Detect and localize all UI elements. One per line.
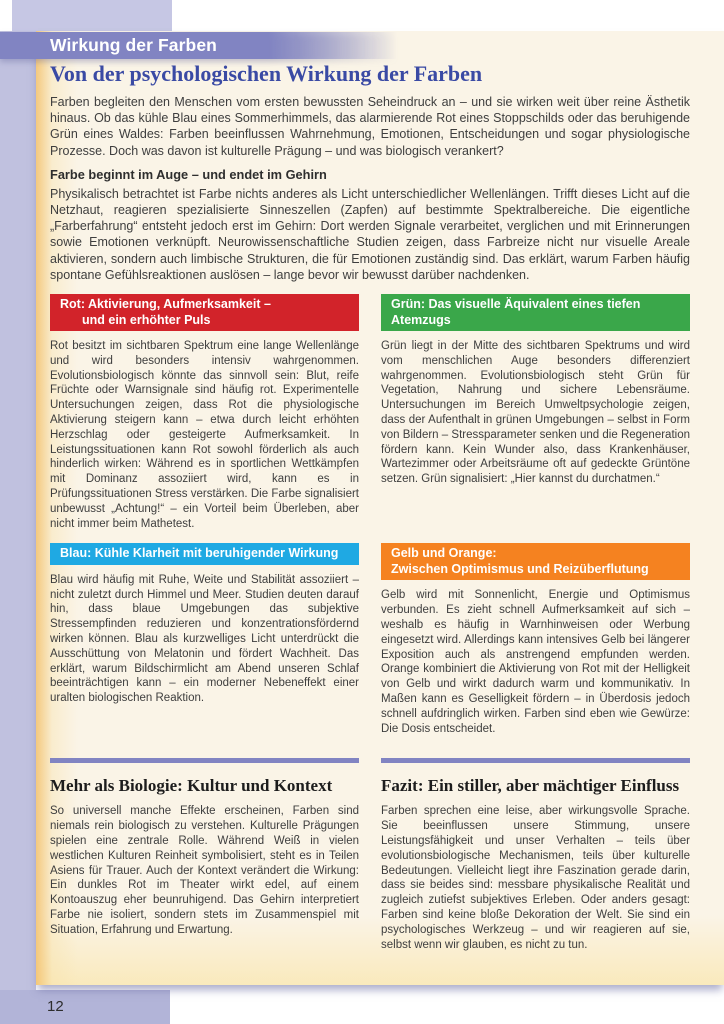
- blue-box-title: Blau: Kühle Klarheit mit beruhigender Wirkung: [60, 546, 339, 561]
- article-title: Von der psychologischen Wirkung der Farben: [50, 61, 483, 86]
- right-column-divider: [381, 758, 690, 763]
- blue-box-header: [50, 543, 359, 565]
- page-header-title: Wirkung der Farben: [50, 35, 217, 55]
- page-number: 12: [47, 998, 64, 1015]
- intro-paragraph: Farben begleiten den Menschen vom ersten bewussten Seheindruck an – und sie wirken weit über reine Ästhetik hinaus. Ob das kühle Blau eines Sommerhimmels, das alarmierende Rot eines Stoppschilds oder das beruhigende Grün eines Waldes: Farben beeinflussen Wahrnehmung, Emotionen, Entscheidungen und sogar physiologische Prozesse. Doch was davon ist kulturelle Prägung – und was biologisch verankert?: [50, 95, 690, 158]
- orange-box-header: [381, 543, 690, 580]
- page-header-bar: [0, 32, 400, 59]
- top-left-purple-block: [12, 0, 172, 31]
- page-number-block: [0, 990, 170, 1024]
- fazit-section: [381, 748, 690, 952]
- red-box-text: Rot besitzt im sichtbaren Spektrum eine lange Wellenlänge und wird besonders intensiv wahrgenommen. Evolutionsbiologisch könnte das sinnvoll sein: Blut, reife Früchte oder Warnsignale sind häufig rot. Experimentelle Untersuchungen zeigen, dass Rot die physiologische Aktivierung steigern kann – etwa durch leicht erhöhten Herzschlag oder gesteigerte Aufmerksamkeit. In Leistungssituationen kann Rot sowohl förderlich als auch hinderlich wirken: Während es in sportlichen Wettkämpfen mit Dominanz assoziiert wird, kann es in Prüfungssituationen Stress verstärken. Die Farbe signalisiert unbewusst „Achtung!“ – ein Vorteil beim Überleben, aber nicht immer beim Mathetest.: [50, 340, 359, 530]
- orange-box-text: Gelb wird mit Sonnenlicht, Energie und Optimismus verbunden. Es zieht schnell Aufmerksamkeit auf sich – weshalb es häufig in Warnhinweisen oder Werbung eingesetzt wird. Allerdings kann intensives Gelb bei längerer Exposition auch als anstrengend empfunden werden. Orange kombiniert die Aktivierung von Rot mit der Helligkeit von Gelb und wirkt dadurch warm und kommunikativ. In Maßen kann es Geselligkeit fördern – in Überdosis jedoch schnell aufdringlich wirken. Farben sind eben wie Gewürze: Die Dosis entscheidet.: [381, 589, 690, 735]
- left-column-divider: [50, 758, 359, 763]
- color-columns: [50, 294, 690, 952]
- green-section: [381, 294, 690, 531]
- red-section: [50, 294, 359, 531]
- left-purple-strip: [0, 31, 36, 1024]
- fazit-paragraph: Farben sprechen eine leise, aber wirkungsvolle Sprache. Sie beeinflussen unsere Stimmung, unsere Leistungsfähigkeit und unser Verhalten – teils über evolutionsbiologische Mechanismen, teils über kulturelle Bedeutungen. Vielleicht liegt ihre Faszination gerade darin, dass sie beides sind: messbare physikalische Realität und zugleich zutiefst subjektives Erleben. Oder anders gesagt: Farben sind keine bloße Dekoration der Welt. Sie sind ein psychologisches Werkzeug – und wir reagieren auf sie, selbst wenn wir glauben, es nicht zu tun.: [381, 805, 690, 951]
- blue-box-text: Blau wird häufig mit Ruhe, Weite und Stabilität assoziiert – nicht zuletzt durch Himmel und Meer. Studien deuten darauf hin, dass blaue Umgebungen das subjektive Stressempfinden reduzieren und konzentrationsfördernd wirken können. Blau als kurzwelliges Licht unterdrückt die Ausschüttung von Melatonin und fördert Wachheit. Das erklärt, warum Bildschirmlicht am Abend unseren Schlaf beeinträchtigen kann – ein moderner Nebeneffekt einer uralten biologischen Reaktion.: [50, 573, 359, 705]
- green-box-title: Grün: Das visuelle Äquivalent eines tiefen Atemzugs: [391, 297, 641, 327]
- red-box-title-line1: Rot: Aktivierung, Aufmerksamkeit –: [60, 297, 271, 312]
- eye-brain-paragraph: Physikalisch betrachtet ist Farbe nichts anderes als Licht unterschiedlicher Wellenlängen. Trifft dieses Licht auf die Netzhaut, reagieren spezialisierte Sinneszellen (Zapfen) auf bestimmte Spektralbereiche. Die eigentliche „Farberfahrung“ entsteht jedoch erst im Gehirn: Dort werden Signale verarbeitet, verglichen und mit Erinnerungen sowie Emotionen verknüpft. Neurowissenschaftliche Studien zeigen, dass Farbreize nicht nur visuelle Areale aktivieren, sondern auch limbische Strukturen, die für Emotionen zuständig sind. Das erklärt, warum Farben häufig spontane Gefühlsreaktionen auslösen – lange bevor wir bewusst darüber nachdenken.: [50, 186, 690, 282]
- fazit-heading: Fazit: Ein stiller, aber mächtiger Einfluss: [381, 776, 680, 796]
- culture-section: [50, 748, 359, 952]
- culture-heading: Mehr als Biologie: Kultur und Kontext: [50, 776, 333, 796]
- culture-paragraph: So universell manche Effekte erscheinen, Farben sind niemals rein biologisch zu verstehen. Kulturelle Prägungen spielen eine zentrale Rolle. Während Weiß in vielen westlichen Kulturen Reinheit symbolisiert, steht es in Teilen Asiens für Trauer. Auch der Kontext verändert die Wirkung: Ein dunkles Rot im Theater wirkt edel, auf einem Kontoauszug eher beunruhigend. Das Gehirn interpretiert Farbe nie isoliert, sondern stets im Zusammenspiel mit Situation, Erfahrung und Erwartung.: [50, 805, 359, 936]
- red-box-header: [50, 294, 359, 331]
- article-sheet: [36, 31, 724, 985]
- green-box-header: [381, 294, 690, 331]
- orange-box-title-line1: Gelb und Orange:: [391, 546, 497, 561]
- red-box-title-line2: und ein erhöhter Puls: [82, 312, 211, 327]
- orange-box-title-line2: Zwischen Optimismus und Reizüberflutung: [391, 561, 649, 576]
- orange-section: [381, 543, 690, 736]
- blue-section: [50, 543, 359, 736]
- eye-brain-heading: Farbe beginnt im Auge – und endet im Gehirn: [50, 166, 327, 182]
- green-box-text: Grün liegt in der Mitte des sichtbaren Spektrums und wird vom menschlichen Auge besonders differenziert wahrgenommen. Evolutionsbiologisch steht Grün für Vegetation, Nahrung und sichere Lebensräume. Untersuchungen im Bereich Umweltpsychologie zeigen, dass der Aufenthalt in grünen Umgebungen – selbst in Form von Bildern – Stressparameter senken und die Regeneration fördern kann. Kein Wunder also, dass Krankenhäuser, Wartezimmer oder Arbeitsräume oft auf gedeckte Grüntöne setzen. Grün signalisiert: „Hier kannst du durchatmen.“: [381, 340, 690, 486]
